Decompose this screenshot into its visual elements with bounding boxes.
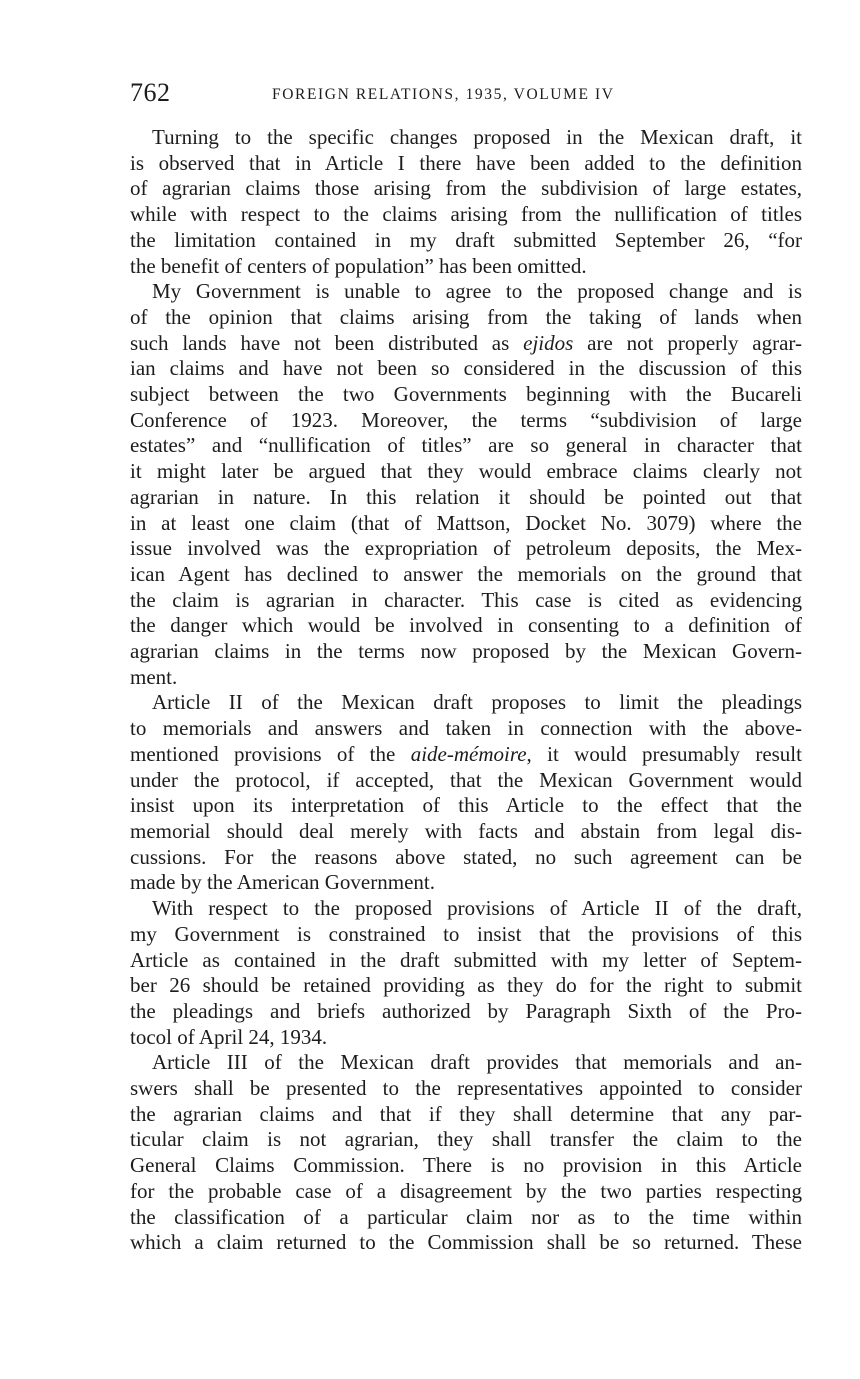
paragraph xyxy=(130,690,802,896)
text-line: to memorials and answers and taken in connection with the above- xyxy=(130,716,802,741)
paragraph xyxy=(130,1050,802,1256)
text-line: my Government is constrained to insist that the provisions of this xyxy=(130,921,802,946)
text-line: ican Agent has declined to answer the memorials on the ground that xyxy=(130,561,802,586)
italic-term: aide-mémoire xyxy=(410,741,527,766)
text-line: ticular claim is not agrarian, they shall transfer the claim to the xyxy=(130,1127,802,1152)
text-line: Article II of the Mexican draft proposes to limit the pleadings xyxy=(152,690,802,715)
text-line: Article III of the Mexican draft provides that memorials and an- xyxy=(152,1050,802,1075)
text-line: subject between the two Governments beginning with the Bucareli xyxy=(130,382,802,407)
text-line: is observed that in Article I there have been added to the definition xyxy=(130,150,802,175)
running-header xyxy=(130,78,802,110)
text-line xyxy=(130,331,802,357)
text-line: the danger which would be involved in consenting to a definition of xyxy=(130,613,802,638)
text-line: ian claims and have not been so considered in the discussion of this xyxy=(130,356,802,381)
text-line: insist upon its interpretation of this Article to the effect that the xyxy=(130,793,802,818)
text-line: ber 26 should be retained providing as they do for the right to submit xyxy=(130,973,802,998)
text-line: swers shall be presented to the representatives appointed to consider xyxy=(130,1076,802,1101)
text-line xyxy=(130,742,802,768)
text-line: Article as contained in the draft submitted with my letter of Septem- xyxy=(130,947,802,972)
text-line: of agrarian claims those arising from the subdivision of large estates, xyxy=(130,176,802,201)
text-line: of the opinion that claims arising from the taking of lands when xyxy=(130,304,802,329)
text-line: the benefit of centers of population” has been omitted. xyxy=(130,253,587,278)
text-segment: mentioned provisions of the xyxy=(130,741,411,766)
body-text xyxy=(130,125,802,1256)
text-line: memorial should deal merely with facts and abstain from legal dis- xyxy=(130,818,802,843)
text-line: General Claims Commission. There is no provision in this Article xyxy=(130,1153,802,1178)
text-line: the claim is agrarian in character. This case is cited as evidencing xyxy=(130,587,802,612)
running-title: FOREIGN RELATIONS, 1935, VOLUME IV xyxy=(272,86,615,103)
text-line: My Government is unable to agree to the proposed change and is xyxy=(152,279,802,304)
text-line: tocol of April 24, 1934. xyxy=(130,1024,328,1049)
text-line: the agrarian claims and that if they shall determine that any par- xyxy=(130,1101,802,1126)
paragraph xyxy=(130,125,802,279)
text-line: the limitation contained in my draft submitted September 26, “for xyxy=(130,227,802,252)
text-line: estates” and “nullification of titles” are so general in character that xyxy=(130,433,802,458)
text-segment: , it would presumably result xyxy=(526,741,802,766)
text-line: With respect to the proposed provisions of Article II of the draft, xyxy=(152,896,802,921)
text-line: agrarian claims in the terms now proposed by the Mexican Govern- xyxy=(130,639,802,664)
text-line: it might later be argued that they would embrace claims clearly not xyxy=(130,459,802,484)
text-line: cussions. For the reasons above stated, no such agreement can be xyxy=(130,844,802,869)
text-line: while with respect to the claims arising from the nullification of titles xyxy=(130,202,802,227)
text-line: in at least one claim (that of Mattson, Docket No. 3079) where the xyxy=(130,510,802,535)
italic-term: ejidos xyxy=(523,330,574,355)
paragraph xyxy=(130,896,802,1050)
text-line: under the protocol, if accepted, that the Mexican Government would xyxy=(130,767,802,792)
text-line: Conference of 1923. Moreover, the terms “subdivision of large xyxy=(130,407,802,432)
text-line: Turning to the specific changes proposed in the Mexican draft, it xyxy=(152,125,802,149)
text-line: agrarian in nature. In this relation it should be pointed out that xyxy=(130,484,802,509)
page-number: 762 xyxy=(130,78,171,107)
text-line: the classification of a particular claim nor as to the time within xyxy=(130,1204,802,1229)
text-segment: are not properly agrar- xyxy=(573,330,803,355)
text-line: issue involved was the expropriation of petroleum deposits, the Mex- xyxy=(130,536,802,561)
paragraph xyxy=(130,279,802,690)
text-segment: such lands have not been distributed as xyxy=(130,330,524,355)
text-line: for the probable case of a disagreement by the two parties respecting xyxy=(130,1178,802,1203)
text-line: made by the American Government. xyxy=(130,870,435,895)
text-line: ment. xyxy=(130,664,178,689)
text-line: the pleadings and briefs authorized by Paragraph Sixth of the Pro- xyxy=(130,998,802,1023)
text-line: which a claim returned to the Commission shall be so returned. These xyxy=(130,1230,802,1255)
